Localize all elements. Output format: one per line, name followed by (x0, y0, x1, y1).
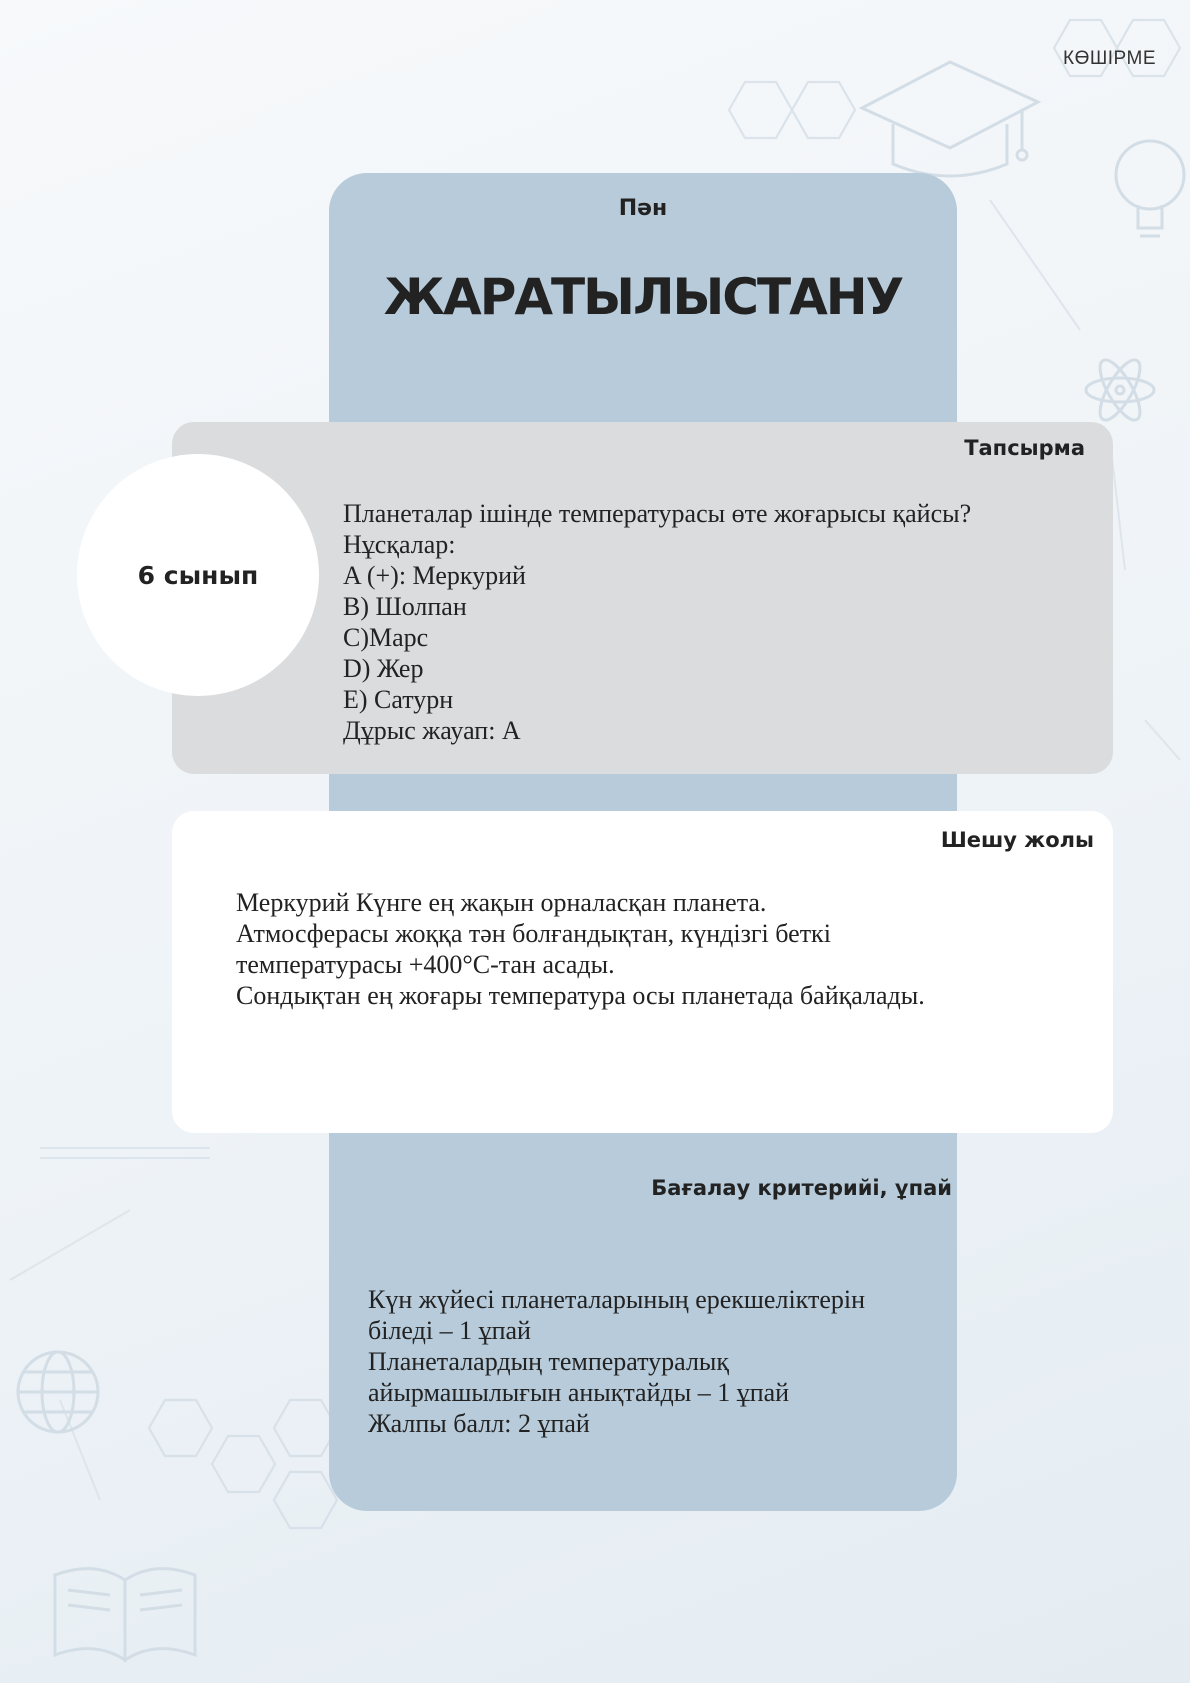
task-option-e: E) Сатурн (343, 685, 454, 714)
solution-line: Меркурий Күнге ең жақын орналасқан планета. (236, 888, 767, 917)
criteria-total: Жалпы балл: 2 ұпай (368, 1409, 590, 1438)
task-correct-answer: Дұрыс жауап: A (343, 716, 521, 745)
solution-card (172, 811, 1113, 1133)
atom-icon (1086, 355, 1154, 426)
task-option-a: A (+): Меркурий (343, 561, 526, 590)
criteria-line: Күн жүйесі планеталарының ерекшеліктерін (368, 1285, 865, 1314)
criteria-body (368, 1284, 928, 1439)
task-option-b: B) Шолпан (343, 592, 467, 621)
grade-badge (77, 454, 319, 696)
task-question: Планеталар ішінде температурасы өте жоғарысы қайсы? (343, 499, 972, 528)
task-option-c: C)Марс (343, 623, 429, 652)
graduation-cap-icon (862, 62, 1038, 176)
solution-body (236, 887, 1056, 1011)
criteria-heading: Бағалау критерийі, ұпай (651, 1176, 952, 1200)
lightbulb-icon (1116, 141, 1184, 236)
criteria-line: Планеталардың температуралық (368, 1347, 730, 1376)
solution-line: Сондықтан ең жоғары температура осы планетада байқалады. (236, 981, 925, 1010)
grade-label: 6 сынып (137, 560, 259, 590)
open-book-icon (55, 1569, 195, 1660)
subject-title: ЖАРАТЫЛЫСТАНУ (383, 268, 903, 326)
globe-icon (18, 1352, 98, 1432)
criteria-line: біледі – 1 ұпай (368, 1316, 531, 1345)
criteria-line: айырмашылығын анықтайды – 1 ұпай (368, 1378, 790, 1407)
subject-label: Пән (618, 196, 668, 221)
solution-heading: Шешу жолы (940, 828, 1094, 852)
task-option-d: D) Жер (343, 654, 424, 683)
task-heading: Тапсырма (964, 436, 1085, 460)
solution-line: температурасы +400°C-тан асады. (236, 950, 615, 979)
task-body (343, 498, 1083, 746)
task-options-label: Нұсқалар: (343, 530, 456, 559)
solution-line: Атмосферасы жоққа тән болғандықтан, күндізгі беткі (236, 919, 831, 948)
copy-label: КӨШІРМЕ (1063, 48, 1156, 69)
